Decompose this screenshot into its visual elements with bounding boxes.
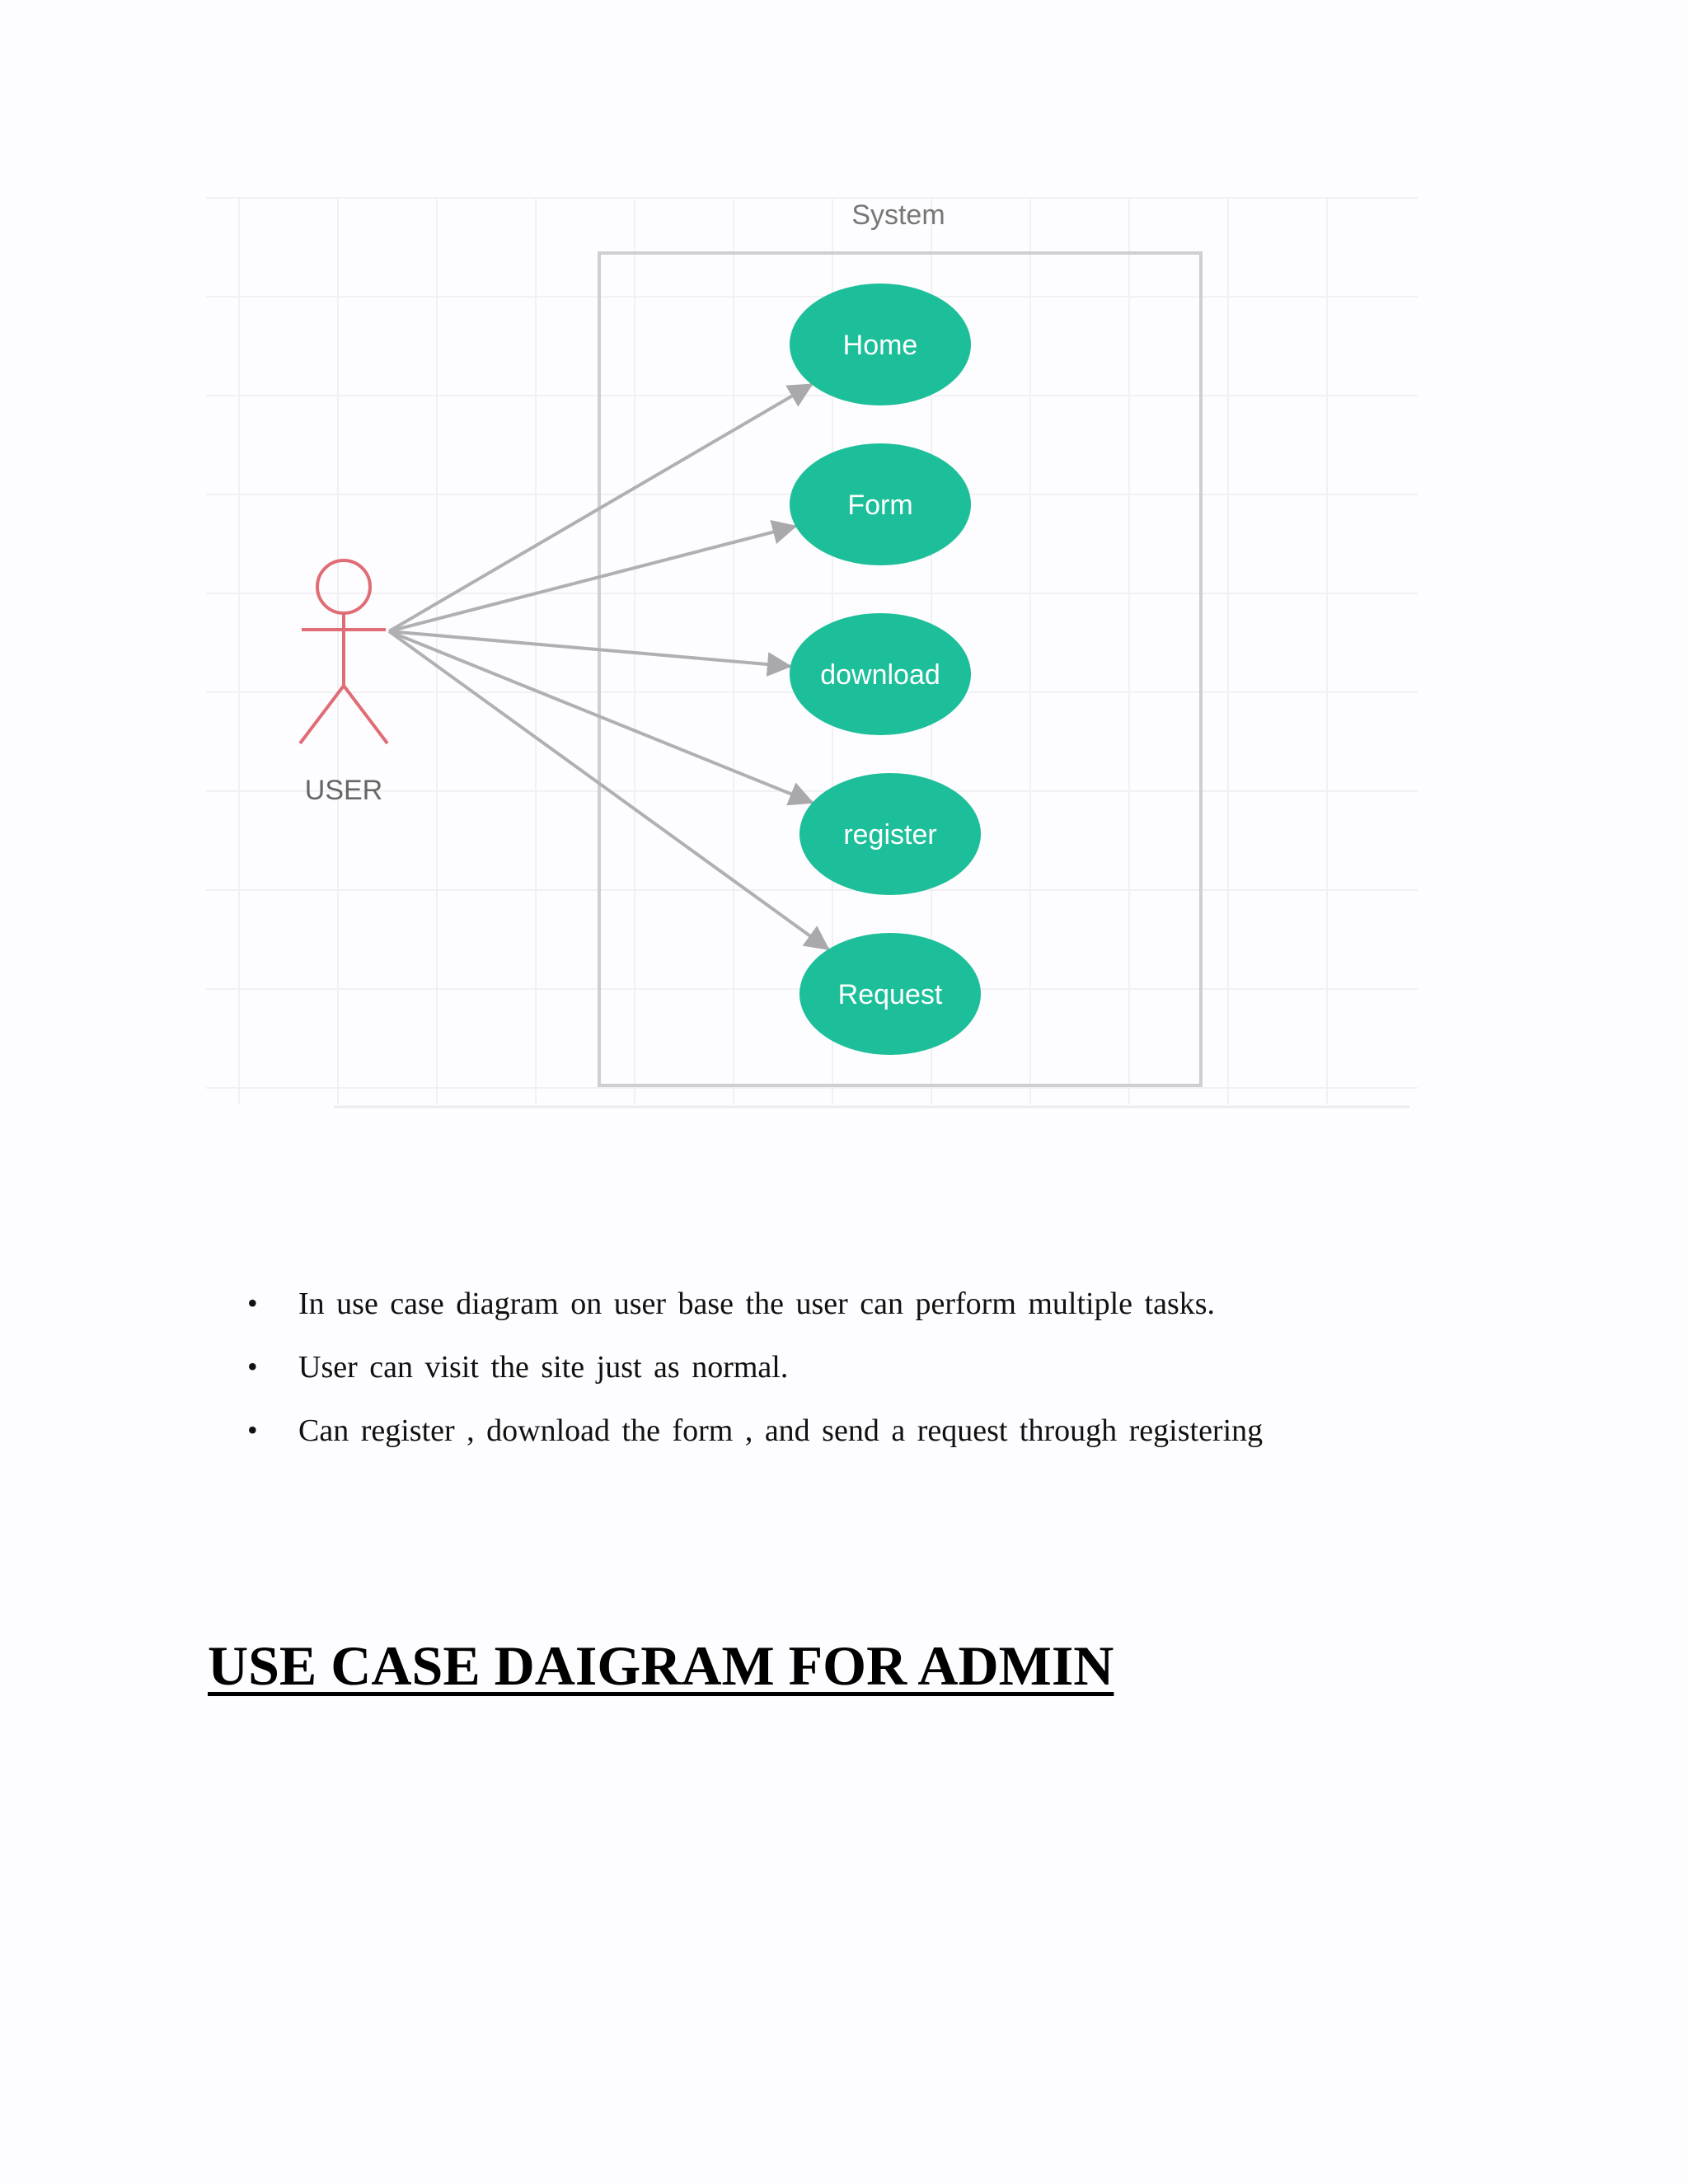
actor-label: USER (304, 775, 383, 806)
associations (389, 385, 828, 949)
notes-list (0, 1286, 1688, 1476)
list-item (0, 1286, 1688, 1349)
actor-head (317, 560, 370, 613)
note-text: Can register , download the form , and send a request through registering (298, 1413, 1264, 1448)
list-item (0, 1413, 1688, 1476)
bullet-icon: • (247, 1350, 258, 1383)
use-case-label: Home (842, 330, 918, 361)
use-case-label: register (843, 819, 937, 851)
note-text: In use case diagram on user base the user can perform multiple tasks. (298, 1286, 1216, 1321)
actor-leg-right (344, 686, 387, 743)
use-case-label: Request (837, 979, 943, 1010)
user-actor (300, 560, 387, 743)
use-case-label: Form (847, 490, 913, 521)
association-arrow (389, 527, 795, 631)
bullet-icon: • (247, 1413, 258, 1446)
section-heading: USE CASE DAIGRAM FOR ADMIN (208, 1634, 1114, 1697)
list-item (0, 1349, 1688, 1413)
association-arrow (389, 631, 828, 949)
system-label: System (851, 199, 945, 231)
association-arrow (389, 631, 790, 666)
use-cases (790, 284, 981, 1055)
bullet-icon: • (247, 1286, 258, 1319)
note-text: User can visit the site just as normal. (298, 1350, 789, 1385)
use-case-label: download (820, 659, 940, 691)
